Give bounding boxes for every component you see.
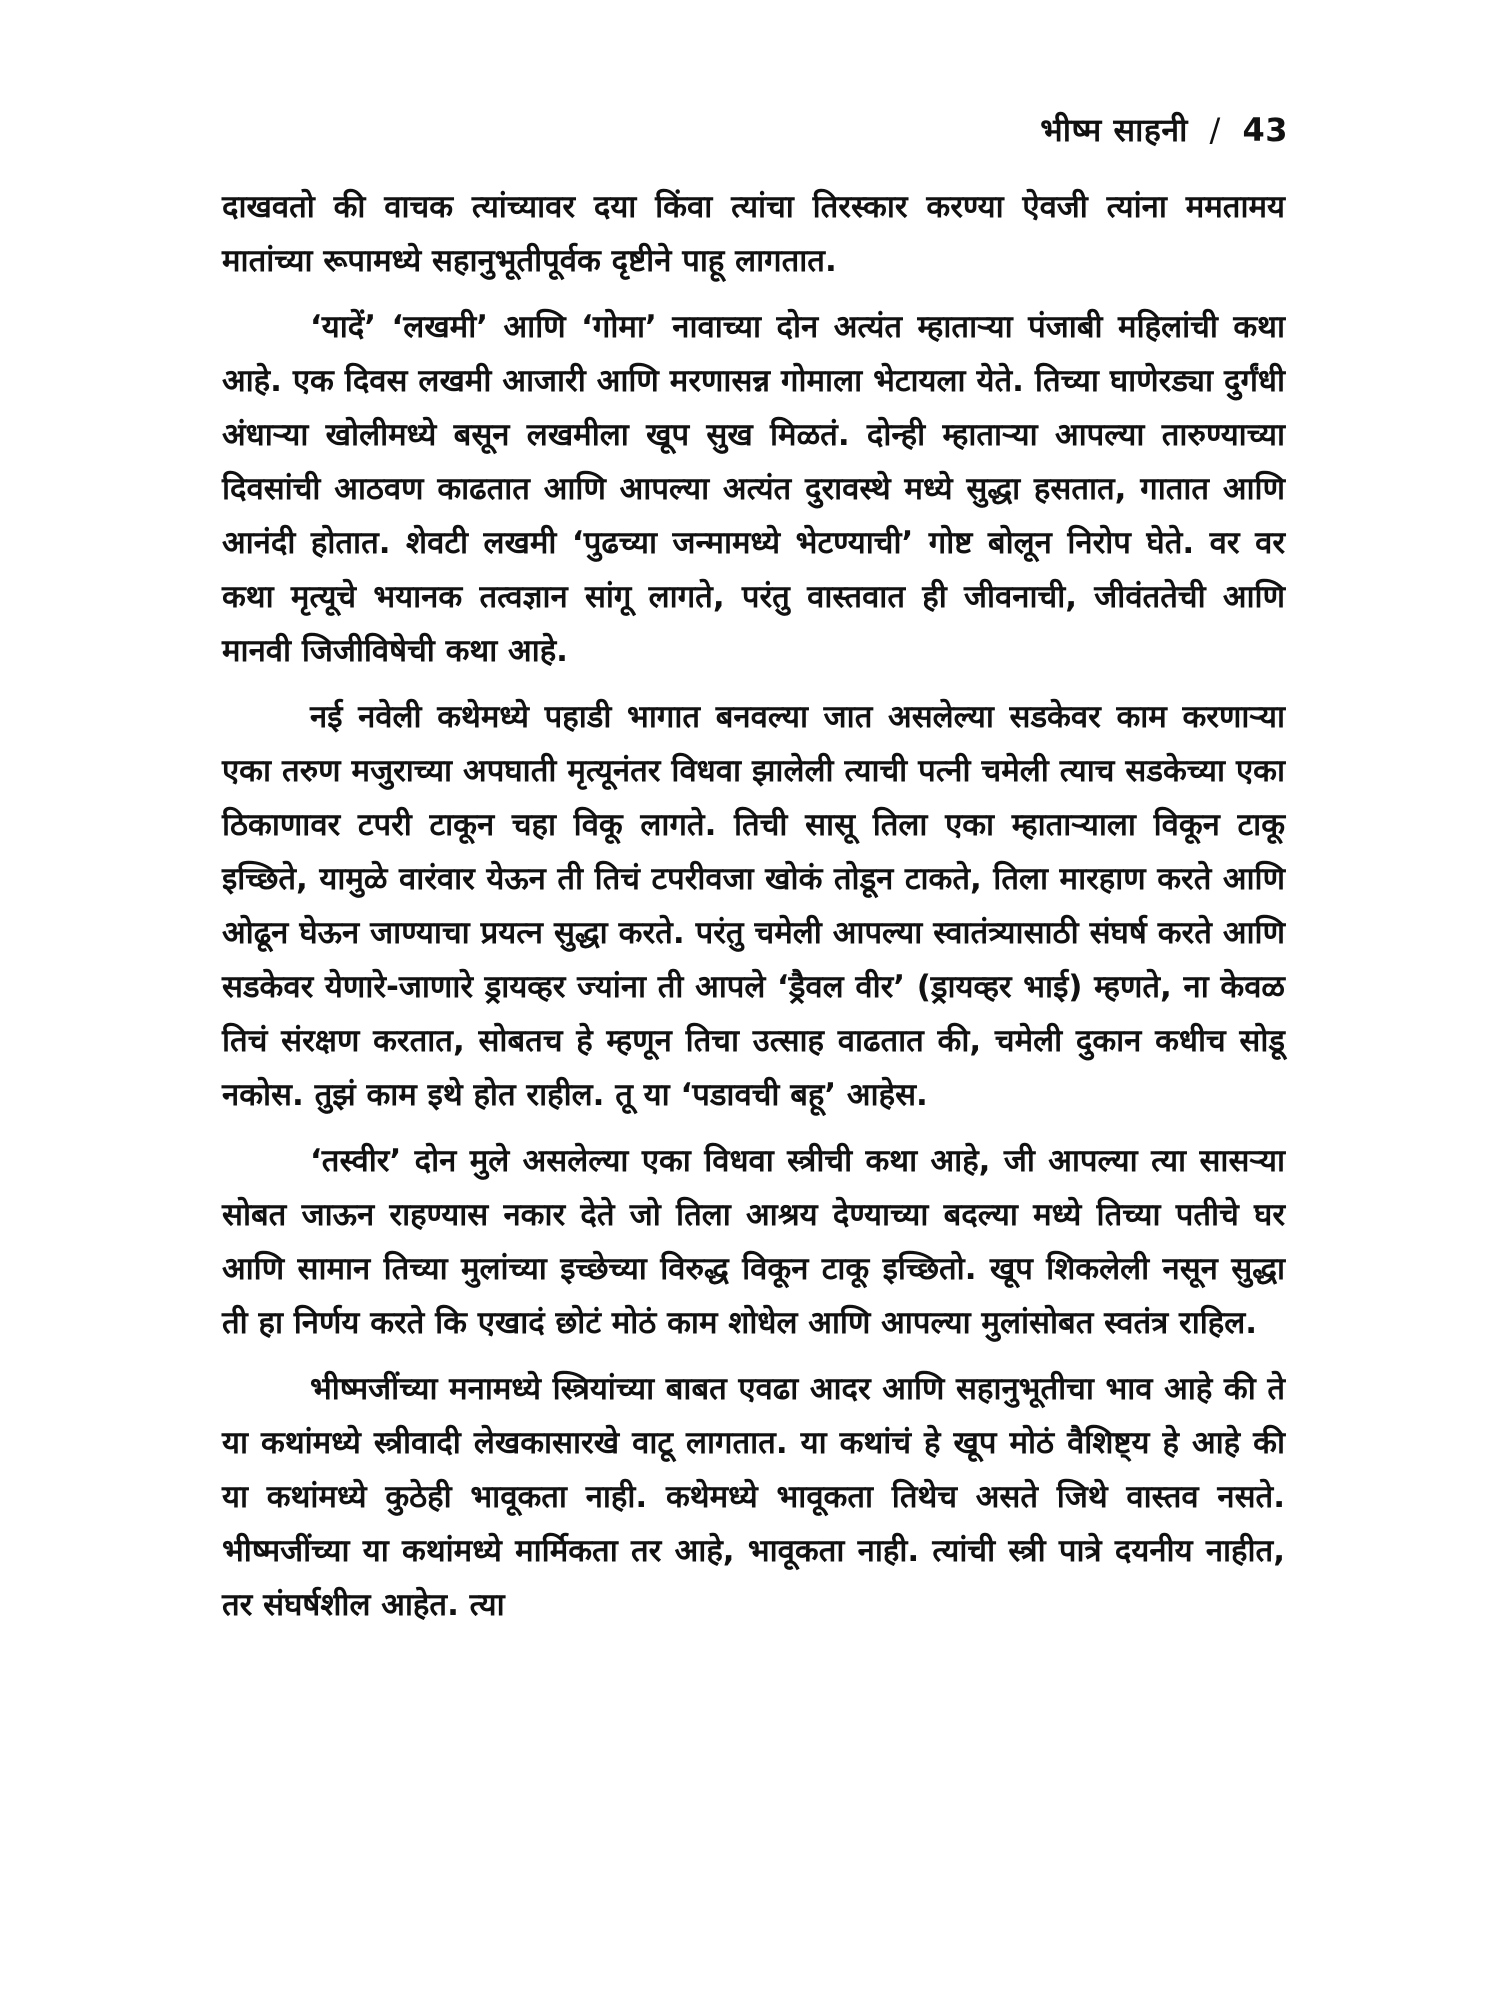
paragraph-continuation: दाखवतो की वाचक त्यांच्यावर दया किंवा त्यांचा तिरस्कार करण्या ऐवजी त्यांना ममतामय मातांच्या रूपामध्ये सहानुभूतीपूर्वक दृष्टीने पाहू लागतात. (222, 189, 1285, 279)
header-separator: / (1209, 111, 1221, 149)
page-number: 43 (1242, 111, 1288, 149)
paragraph-tasveer: ‘तस्वीर’ दोन मुले असलेल्या एका विधवा स्त्रीची कथा आहे, जी आपल्या त्या सासऱ्या सोबत जाऊन राहण्यास नकार देते जो तिला आश्रय देण्याच्या बदल्या मध्ये तिच्या पतीचे घर आणि सामान तिच्या मुलांच्या इच्छेच्या विरुद्ध विकून टाकू इच्छितो. खूप शिकलेली नसून सुद्धा ती हा निर्णय करते कि एखादं छोटं मोठं काम शोधेल आणि आपल्या मुलांसोबत स्वतंत्र राहिल. (222, 1143, 1285, 1341)
paragraph-bhishmaji: भीष्मजींच्या मनामध्ये स्त्रियांच्या बाबत एवढा आदर आणि सहानुभूतीचा भाव आहे की ते या कथांमध्ये स्त्रीवादी लेखकासारखे वाटू लागतात. या कथांचं हे खूप मोठं वैशिष्ट्य हे आहे की या कथांमध्ये कुठेही भावूकता नाही. कथेमध्ये भावूकता तिथेच असते जिथे वास्तव नसते. भीष्मजींच्या या कथांमध्ये मार्मिकता तर आहे, भावूकता नाही. त्यांची स्त्री पात्रे दयनीय नाहीत, तर संघर्षशील आहेत. त्या (222, 1371, 1285, 1623)
paragraph-yaadein: ‘यादें’ ‘लखमी’ आणि ‘गोमा’ नावाच्या दोन अत्यंत म्हाताऱ्या पंजाबी महिलांची कथा आहे. एक दिवस लखमी आजारी आणि मरणासन्न गोमाला भेटायला येते. तिच्या घाणेरड्या दुर्गंधी अंधाऱ्या खोलीमध्ये बसून लखमीला खूप सुख मिळतं. दोन्ही म्हाताऱ्या आपल्या तारुण्याच्या दिवसांची आठवण काढतात आणि आपल्या अत्यंत दुरावस्थे मध्ये सुद्धा हसतात, गातात आणि आनंदी होतात. शेवटी लखमी ‘पुढच्या जन्मामध्ये भेटण्याची’ गोष्ट बोलून निरोप घेते. वर वर कथा मृत्यूचे भयानक तत्वज्ञान सांगू लागते, परंतु वास्तवात ही जीवनाची, जीवंततेची आणि मानवी जिजीविषेची कथा आहे. (222, 309, 1285, 669)
paragraph-nai-naveli: नई नवेली कथेमध्ये पहाडी भागात बनवल्या जात असलेल्या सडकेवर काम करणाऱ्या एका तरुण मजुराच्या अपघाती मृत्यूनंतर विधवा झालेली त्याची पत्नी चमेली त्याच सडकेच्या एका ठिकाणावर टपरी टाकून चहा विकू लागते. तिची सासू तिला एका म्हाताऱ्याला विकून टाकू इच्छिते, यामुळे वारंवार येऊन ती तिचं टपरीवजा खोकं तोडून टाकते, तिला मारहाण करते आणि ओढून घेऊन जाण्याचा प्रयत्न सुद्धा करते. परंतु चमेली आपल्या स्वातंत्र्यासाठी संघर्ष करते आणि सडकेवर येणारे-जाणारे ड्रायव्हर ज्यांना ती आपले ‘ड्रैवल वीर’ (ड्रायव्हर भाई) म्हणते, ना केवळ तिचं संरक्षण करतात, सोबतच हे म्हणून तिचा उत्साह वाढतात की, चमेली दुकान कधीच सोडू नकोस. तुझं काम इथे होत राहील. तू या ‘पडावची बहू’ आहेस. (222, 699, 1285, 1113)
header-author: भीष्म साहनी (1040, 111, 1188, 149)
body-text (222, 180, 1285, 1644)
running-header (1040, 108, 1288, 151)
